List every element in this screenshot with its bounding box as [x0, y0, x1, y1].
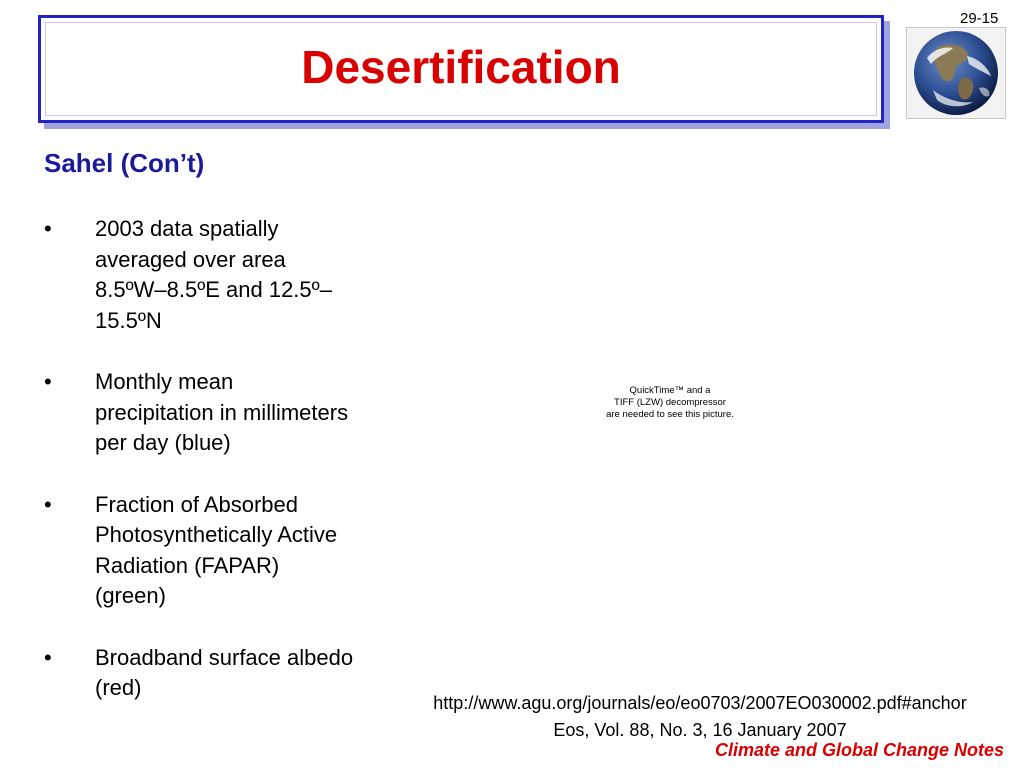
source-reference: Eos, Vol. 88, No. 3, 16 January 2007 — [553, 720, 847, 740]
source-citation — [390, 690, 1010, 744]
placeholder-line: TIFF (LZW) decompressor — [614, 397, 726, 408]
bullet-mark: • — [44, 369, 52, 394]
bullet-text: Monthly mean precipitation in millimeters per day (blue) — [95, 369, 349, 455]
slide-number: 29-15 — [960, 10, 999, 27]
list-item — [44, 367, 354, 459]
bullet-text: Fraction of Absorbed Photosynthetically Active Radiation (FAPAR) (green) — [95, 491, 338, 608]
placeholder-line: are needed to see this picture. — [606, 409, 734, 420]
earth-globe-icon — [907, 28, 1005, 118]
globe-logo — [906, 27, 1006, 119]
bullet-mark: • — [44, 644, 52, 670]
title-box — [38, 15, 884, 123]
placeholder-line: QuickTime™ and a — [629, 385, 711, 396]
bullet-list — [44, 214, 354, 735]
slide-title: Desertification — [301, 41, 621, 93]
source-url: http://www.agu.org/journals/eo/eo0703/2007EO030002.pdf#anchor — [433, 693, 967, 713]
list-item — [44, 490, 354, 612]
footer-text: Climate and Global Change Notes — [714, 740, 1004, 760]
image-placeholder — [560, 385, 780, 421]
bullet-mark: • — [44, 491, 52, 517]
bullet-text: Broadband surface albedo (red) — [95, 644, 354, 700]
bullet-mark: • — [44, 216, 52, 241]
slide-subtitle: Sahel (Con’t) — [44, 148, 205, 178]
list-item — [44, 643, 354, 704]
list-item — [44, 214, 354, 336]
bullet-text: 2003 data spatially averaged over area 8.5ºW–8.5ºE and 12.5º–15.5ºN — [95, 216, 332, 333]
